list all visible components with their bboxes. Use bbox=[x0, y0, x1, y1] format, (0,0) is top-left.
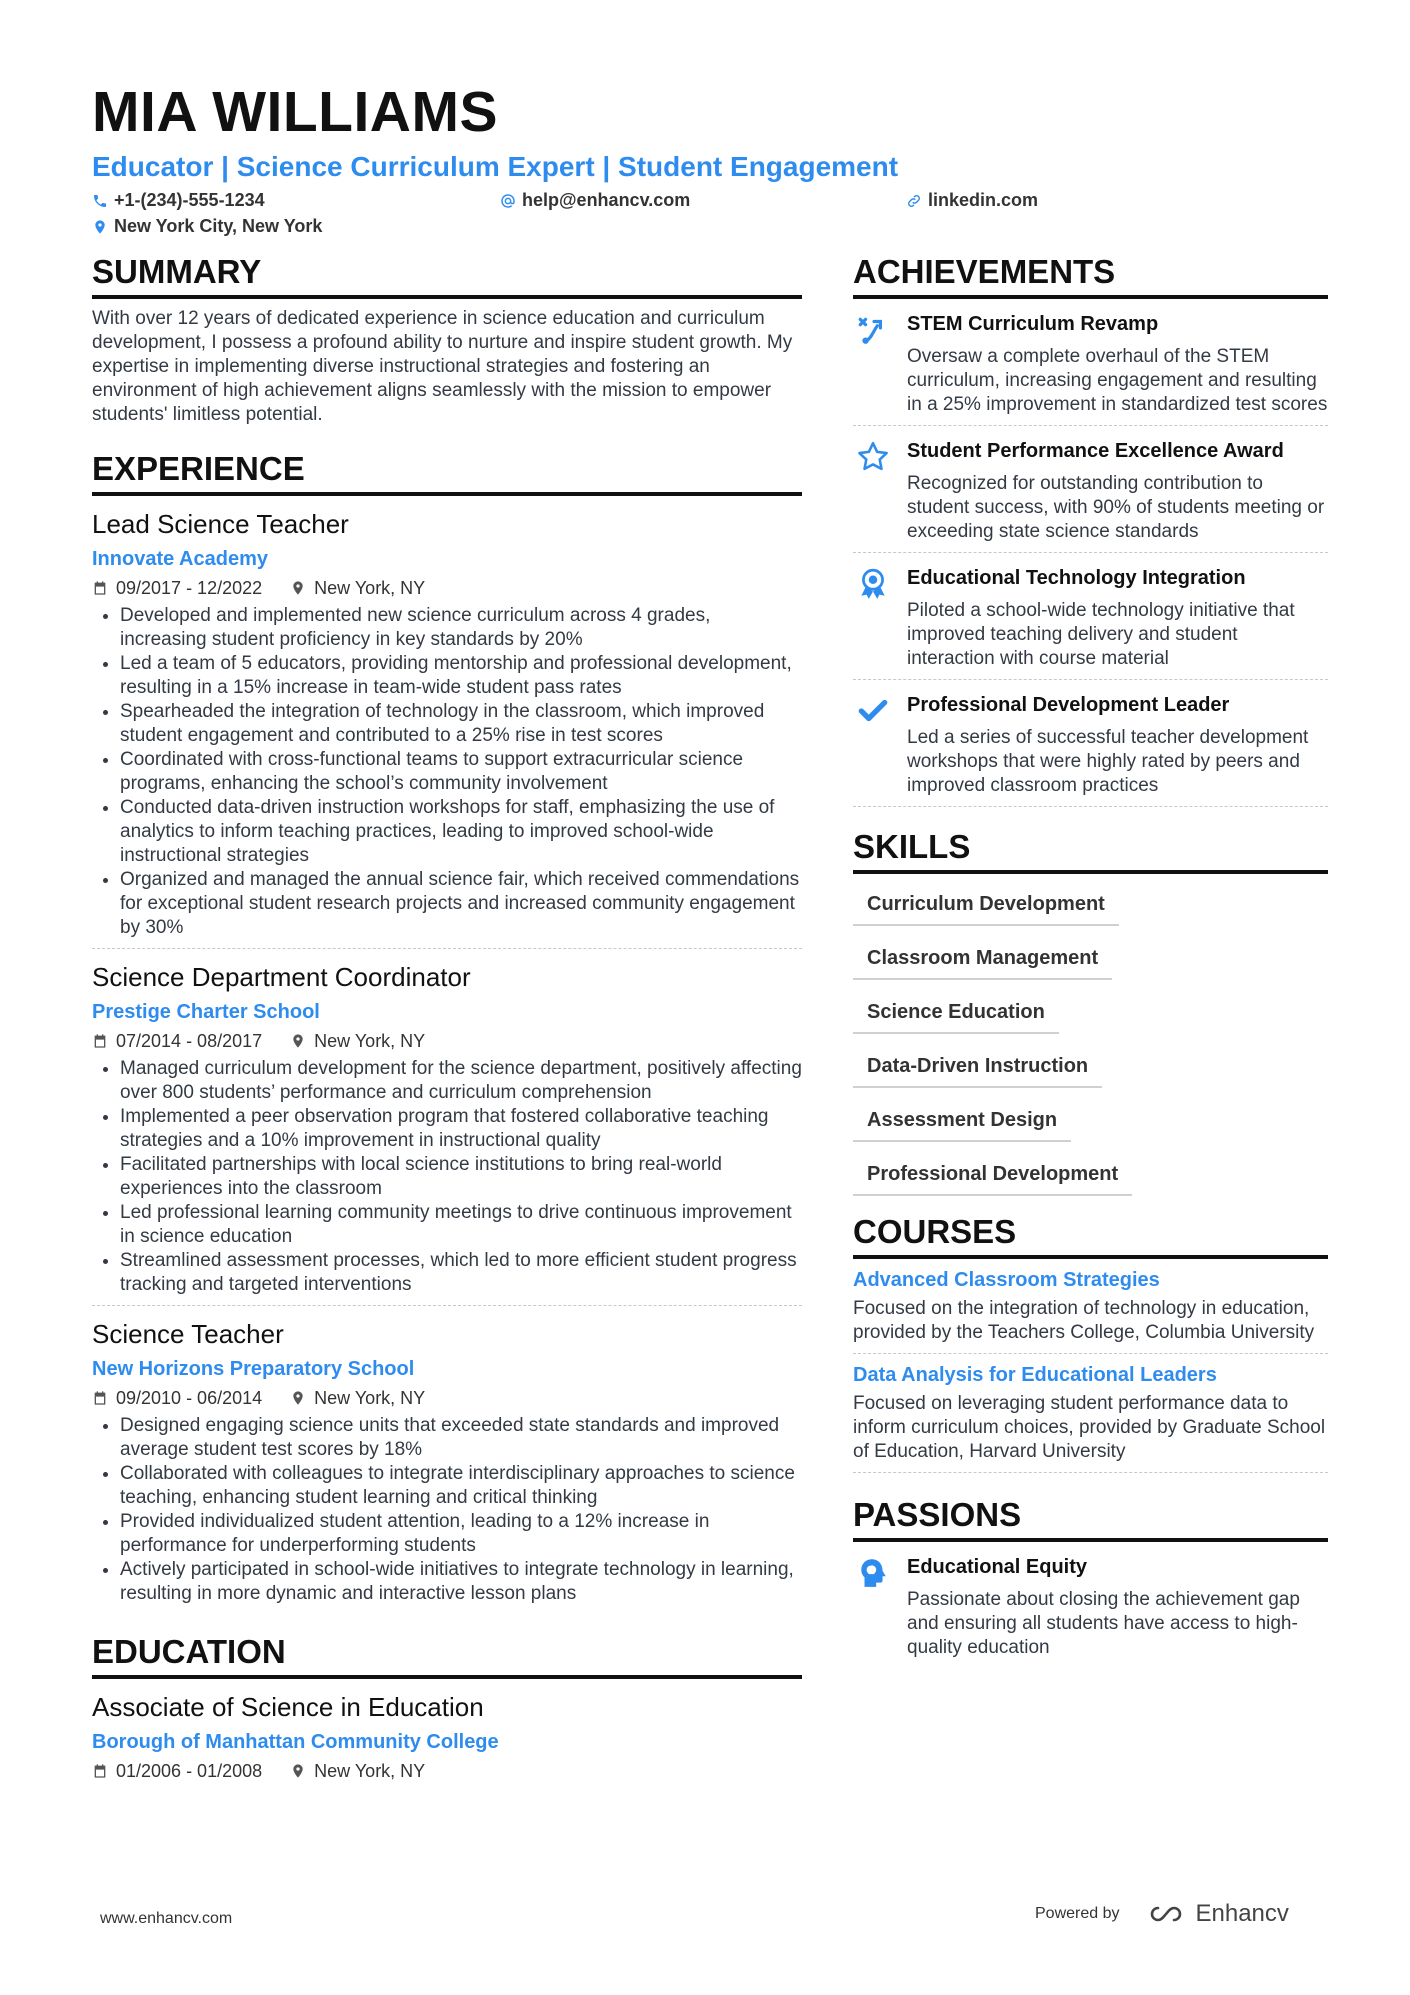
powered-by-text: Powered by bbox=[1035, 1905, 1120, 1922]
link-icon bbox=[906, 193, 922, 209]
footer-website[interactable]: www.enhancv.com bbox=[100, 1910, 233, 1927]
location-pin-icon bbox=[290, 1763, 306, 1779]
bullet-item: • Actively participated in school-wide initiatives to integrate technology in learning, resulting in more dynamic and interactive lesson plans bbox=[120, 1558, 802, 1606]
job-meta bbox=[92, 1386, 802, 1410]
job-dates: 07/2014 - 08/2017 bbox=[116, 1031, 263, 1051]
resume-header bbox=[92, 78, 1332, 238]
achievement-item bbox=[853, 426, 1328, 553]
education-meta bbox=[92, 1759, 802, 1783]
footer-branding bbox=[1035, 1900, 1289, 1928]
achievement-title: STEM Curriculum Revamp bbox=[907, 313, 1159, 335]
achievement-item bbox=[853, 299, 1328, 426]
contact-email[interactable] bbox=[500, 190, 690, 211]
skill-tag: Science Education bbox=[853, 992, 1059, 1034]
achievement-title: Educational Technology Integration bbox=[907, 567, 1246, 589]
achievement-item bbox=[853, 680, 1328, 807]
location-pin-icon bbox=[92, 219, 108, 235]
course-desc: Focused on the integration of technology in education, provided by the Teachers College, Columbia University bbox=[853, 1298, 1315, 1343]
job-entry bbox=[92, 508, 802, 949]
passion-title: Educational Equity bbox=[907, 1556, 1088, 1578]
bullet-item: • Led a team of 5 educators, providing mentorship and professional development, resulting in a 15% increase in team-wide student pass rates bbox=[120, 652, 802, 700]
strategy-icon bbox=[856, 313, 890, 347]
candidate-name: MIA WILLIAMS bbox=[92, 80, 498, 144]
bullet-item: • Spearheaded the integration of technology in the classroom, which improved student engagement and contributed to a 25% rise in test scores bbox=[120, 700, 802, 748]
job-location: New York, NY bbox=[314, 1031, 426, 1051]
education-heading: EDUCATION bbox=[92, 1632, 802, 1679]
job-location: New York, NY bbox=[314, 1388, 426, 1408]
achievements-heading: ACHIEVEMENTS bbox=[853, 252, 1328, 299]
achievement-title: Professional Development Leader bbox=[907, 694, 1230, 716]
candidate-headline: Educator | Science Curriculum Expert | Student Engagement bbox=[92, 151, 899, 182]
divider bbox=[92, 948, 802, 949]
enhancv-logo-icon bbox=[1144, 1902, 1188, 1926]
job-bullets bbox=[92, 604, 802, 940]
education-location: New York, NY bbox=[314, 1761, 426, 1781]
summary-text: With over 12 years of dedicated experience in science education and curriculum development, I possess a profound ability to nurture and inspire student growth. My expertise in implementing diverse instructional strategies and fostering an environment of high achievement aligns seamlessly with the mission to empower students' limitless potential. bbox=[92, 308, 793, 425]
achievement-desc: Led a series of successful teacher development workshops that were highly rated by peers and improved classroom practices bbox=[907, 727, 1309, 796]
skill-tag: Classroom Management bbox=[853, 938, 1112, 980]
job-entry bbox=[92, 961, 802, 1306]
bullet-item: • Collaborated with colleagues to integrate interdisciplinary approaches to science teaching, enhancing student learning and critical thinking bbox=[120, 1462, 802, 1510]
bullet-item: • Implemented a peer observation program that fostered collaborative teaching strategies and a 10% improvement in instructional quality bbox=[120, 1105, 802, 1153]
education-dates: 01/2006 - 01/2008 bbox=[116, 1761, 263, 1781]
location-pin-icon bbox=[290, 580, 306, 596]
course-desc: Focused on leveraging student performance data to inform curriculum choices, provided by Graduate School of Education, Harvard University bbox=[853, 1393, 1326, 1462]
skills-heading: SKILLS bbox=[853, 827, 1328, 874]
experience-heading: EXPERIENCE bbox=[92, 449, 802, 496]
job-meta bbox=[92, 1029, 802, 1053]
bullet-item: • Led professional learning community meetings to drive continuous improvement in science education bbox=[120, 1201, 802, 1249]
summary-heading: SUMMARY bbox=[92, 252, 802, 299]
course-item bbox=[853, 1259, 1328, 1354]
at-icon bbox=[500, 193, 516, 209]
bullet-item: • Designed engaging science units that exceeded state standards and improved average student test scores by 18% bbox=[120, 1414, 802, 1462]
contact-location bbox=[92, 216, 322, 237]
achievement-desc: Oversaw a complete overhaul of the STEM curriculum, increasing engagement and resulting in a 25% improvement in standardized test scores bbox=[907, 346, 1328, 415]
degree-title: Associate of Science in Education bbox=[92, 1692, 484, 1722]
passions-heading: PASSIONS bbox=[853, 1495, 1328, 1542]
achievement-desc: Piloted a school-wide technology initiative that improved teaching delivery and student interaction with course material bbox=[907, 600, 1295, 669]
location-pin-icon bbox=[290, 1390, 306, 1406]
job-title: Science Teacher bbox=[92, 1319, 284, 1349]
job-entry bbox=[92, 1318, 802, 1606]
bullet-item: • Coordinated with cross-functional teams to support extracurricular science programs, enhancing the school’s community involvement bbox=[120, 748, 802, 796]
skills-list bbox=[853, 884, 1328, 1196]
job-location: New York, NY bbox=[314, 578, 426, 598]
achievement-desc: Recognized for outstanding contribution to student success, with 90% of students meeting or exceeding state science standards bbox=[907, 473, 1325, 542]
course-title: Data Analysis for Educational Leaders bbox=[853, 1364, 1217, 1386]
contact-linkedin[interactable] bbox=[906, 190, 1038, 211]
company-name: Innovate Academy bbox=[92, 548, 268, 570]
achievement-title: Student Performance Excellence Award bbox=[907, 440, 1284, 462]
brand-logo[interactable] bbox=[1144, 1900, 1289, 1928]
email-text: help@enhancv.com bbox=[522, 190, 691, 210]
courses-heading: COURSES bbox=[853, 1212, 1328, 1259]
company-name: New Horizons Preparatory School bbox=[92, 1358, 415, 1380]
job-title: Science Department Coordinator bbox=[92, 962, 471, 992]
brand-name: Enhancv bbox=[1195, 1900, 1289, 1927]
bullet-item: • Provided individualized student attention, leading to a 12% increase in performance for underperforming students bbox=[120, 1510, 802, 1558]
course-title: Advanced Classroom Strategies bbox=[853, 1269, 1160, 1291]
skill-tag: Professional Development bbox=[853, 1154, 1132, 1196]
achievement-item bbox=[853, 553, 1328, 680]
school-name: Borough of Manhattan Community College bbox=[92, 1731, 499, 1753]
bullet-item: • Facilitated partnerships with local science institutions to bring real-world experiences into the classroom bbox=[120, 1153, 802, 1201]
medal-icon bbox=[856, 567, 890, 601]
bullet-item: • Managed curriculum development for the science department, positively affecting over 800 students’ performance and curriculum comprehension bbox=[120, 1057, 802, 1105]
job-meta bbox=[92, 576, 802, 600]
job-dates: 09/2017 - 12/2022 bbox=[116, 578, 263, 598]
bullet-item: • Streamlined assessment processes, which led to more efficient student progress tracking and targeted interventions bbox=[120, 1249, 802, 1297]
phone-icon bbox=[92, 193, 108, 209]
job-bullets bbox=[92, 1057, 802, 1297]
phone-text: +1-(234)-555-1234 bbox=[114, 190, 265, 210]
calendar-icon bbox=[92, 1390, 108, 1406]
star-icon bbox=[856, 440, 890, 474]
calendar-icon bbox=[92, 580, 108, 596]
left-column bbox=[92, 252, 802, 1783]
job-bullets bbox=[92, 1414, 802, 1606]
head-icon bbox=[856, 1556, 890, 1590]
location-pin-icon bbox=[290, 1033, 306, 1049]
passion-item bbox=[853, 1542, 1328, 1668]
skill-tag: Curriculum Development bbox=[853, 884, 1119, 926]
calendar-icon bbox=[92, 1033, 108, 1049]
calendar-icon bbox=[92, 1763, 108, 1779]
skill-tag: Assessment Design bbox=[853, 1100, 1071, 1142]
bullet-item: • Developed and implemented new science curriculum across 4 grades, increasing student proficiency in key standards by 20% bbox=[120, 604, 802, 652]
passion-desc: Passionate about closing the achievement gap and ensuring all students have access to high-quality education bbox=[907, 1589, 1300, 1658]
job-dates: 09/2010 - 06/2014 bbox=[116, 1388, 263, 1408]
divider bbox=[92, 1305, 802, 1306]
location-text: New York City, New York bbox=[114, 216, 323, 236]
job-title: Lead Science Teacher bbox=[92, 509, 349, 539]
bullet-item: • Organized and managed the annual science fair, which received commendations for exceptional student research projects and increased community engagement by 30% bbox=[120, 868, 802, 940]
bullet-item: • Conducted data-driven instruction workshops for staff, emphasizing the use of analytics to inform teaching practices, leading to improved school-wide instructional strategies bbox=[120, 796, 802, 868]
contact-info bbox=[92, 186, 1332, 238]
linkedin-text: linkedin.com bbox=[928, 190, 1039, 210]
education-entry bbox=[92, 1691, 802, 1783]
contact-phone bbox=[92, 190, 265, 211]
course-item bbox=[853, 1354, 1328, 1473]
company-name: Prestige Charter School bbox=[92, 1001, 320, 1023]
skill-tag: Data-Driven Instruction bbox=[853, 1046, 1102, 1088]
checkmark-icon bbox=[856, 694, 890, 728]
right-column bbox=[853, 252, 1328, 1668]
